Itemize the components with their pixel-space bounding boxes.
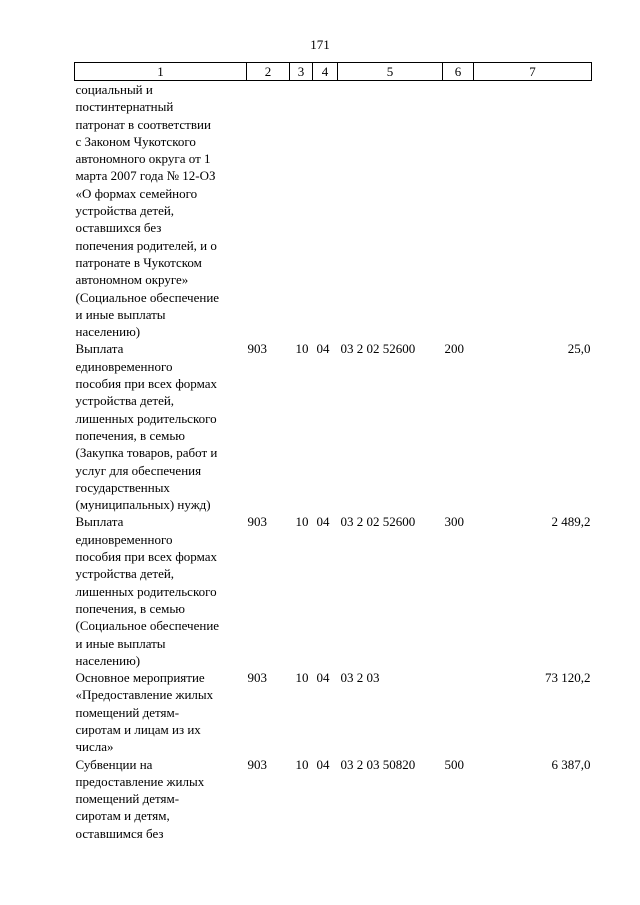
target-article: 03 2 03 50820 xyxy=(340,756,416,772)
row-name-line: населению) xyxy=(75,652,141,668)
row-name-line: патронат в соответствии xyxy=(75,116,211,132)
target-article: 03 2 02 52600 xyxy=(340,341,416,357)
row-name-line: «Предоставление жилых xyxy=(75,687,214,703)
section-code: 10 xyxy=(295,514,309,530)
table-row xyxy=(75,669,592,755)
section-code xyxy=(290,81,313,341)
section-code: 10 xyxy=(295,341,309,357)
table-row xyxy=(75,756,592,842)
row-name-line: Выплата xyxy=(75,514,124,530)
row-name-line: попечения родителей, и о xyxy=(75,237,217,253)
row-name-line: сиротам и детям, xyxy=(75,808,170,824)
row-name-line: с Законом Чукотского xyxy=(75,133,196,149)
ministry-code xyxy=(247,81,290,341)
ministry-code: 903 xyxy=(247,341,267,357)
row-name-line: пособия при всех формах xyxy=(75,376,217,392)
amount xyxy=(474,81,592,341)
row-name-line: патронате в Чукотском xyxy=(75,254,202,270)
row-name-line: числа» xyxy=(75,739,114,755)
amount: 25,0 xyxy=(567,341,591,357)
row-name-line: марта 2007 года № 12-ОЗ xyxy=(75,168,216,184)
row-name-line: услуг для обеспечения xyxy=(75,462,202,478)
ministry-code: 903 xyxy=(247,514,267,530)
row-name-line: оставшихся без xyxy=(75,220,162,236)
row-name-line: и иные выплаты xyxy=(75,635,166,651)
table-body xyxy=(75,81,592,843)
row-name-line: попечения, в семью xyxy=(75,427,186,443)
header-col-name: 1 xyxy=(75,63,247,81)
row-name-line: устройства детей, xyxy=(75,203,175,219)
row-name-line: постинтернатный xyxy=(75,99,174,115)
row-name-line: социальный и xyxy=(75,82,153,97)
row-name-line: лишенных родительского xyxy=(75,410,217,426)
row-name-line: устройства детей, xyxy=(75,566,175,582)
row-name-line: и иные выплаты xyxy=(75,306,166,322)
subsection-code: 04 xyxy=(316,756,330,772)
row-name-line: Основное мероприятие xyxy=(75,670,205,686)
expense-type xyxy=(443,81,474,341)
expense-type: 300 xyxy=(444,514,464,530)
header-col-type: 6 xyxy=(443,63,474,81)
row-name-line: «О формах семейного xyxy=(75,185,198,201)
target-article: 03 2 02 52600 xyxy=(340,514,416,530)
row-name-line: населению) xyxy=(75,324,141,340)
header-col-section: 3 xyxy=(290,63,313,81)
row-name-line: пособия при всех формах xyxy=(75,549,217,565)
amount: 2 489,2 xyxy=(551,514,591,530)
row-name-line: единовременного xyxy=(75,358,173,374)
row-name xyxy=(75,513,247,669)
expense-type: 500 xyxy=(444,756,464,772)
row-name xyxy=(75,81,247,341)
amount: 6 387,0 xyxy=(551,756,591,772)
table-row xyxy=(75,513,592,669)
row-name-line: автономном округе» xyxy=(75,272,189,288)
row-name-line: устройства детей, xyxy=(75,393,175,409)
header-col-target: 5 xyxy=(338,63,443,81)
page-number: 171 xyxy=(310,37,330,52)
ministry-code: 903 xyxy=(247,670,267,686)
subsection-code: 04 xyxy=(316,341,330,357)
row-name-line: помещений детям- xyxy=(75,704,180,720)
expense-type: 200 xyxy=(444,341,464,357)
table-row xyxy=(75,340,592,513)
subsection-code: 04 xyxy=(316,514,330,530)
row-name xyxy=(75,340,247,513)
row-name-line: предоставление жилых xyxy=(75,773,205,789)
row-name-line: (Социальное обеспечение xyxy=(75,618,220,634)
header-col-amount: 7 xyxy=(474,63,592,81)
section-code: 10 xyxy=(295,756,309,772)
table-header xyxy=(75,63,592,81)
row-name-line: Субвенции на xyxy=(75,756,153,772)
row-name-line: попечения, в семью xyxy=(75,600,186,616)
row-name xyxy=(75,756,247,842)
row-name-line: Выплата xyxy=(75,341,124,357)
row-name-line: лишенных родительского xyxy=(75,583,217,599)
row-name-line: (Закупка товаров, работ и xyxy=(75,445,218,461)
target-article xyxy=(338,81,443,341)
subsection-code xyxy=(313,81,338,341)
subsection-code: 04 xyxy=(316,670,330,686)
header-col-subsection: 4 xyxy=(313,63,338,81)
row-name-line: государственных xyxy=(75,479,170,495)
budget-table xyxy=(74,62,592,842)
row-name-line: (муниципальных) нужд) xyxy=(75,497,211,513)
row-name-line: оставшимся без xyxy=(75,825,164,841)
header-col-ministry: 2 xyxy=(247,63,290,81)
amount: 73 120,2 xyxy=(545,670,591,686)
expense-type xyxy=(443,669,474,755)
table-row xyxy=(75,81,592,341)
target-article: 03 2 03 xyxy=(340,670,380,686)
row-name-line: помещений детям- xyxy=(75,791,180,807)
row-name xyxy=(75,669,247,755)
section-code: 10 xyxy=(295,670,309,686)
ministry-code: 903 xyxy=(247,756,267,772)
row-name-line: автономного округа от 1 xyxy=(75,151,211,167)
row-name-line: (Социальное обеспечение xyxy=(75,289,220,305)
row-name-line: сиротам и лицам из их xyxy=(75,721,201,737)
row-name-line: единовременного xyxy=(75,531,173,547)
